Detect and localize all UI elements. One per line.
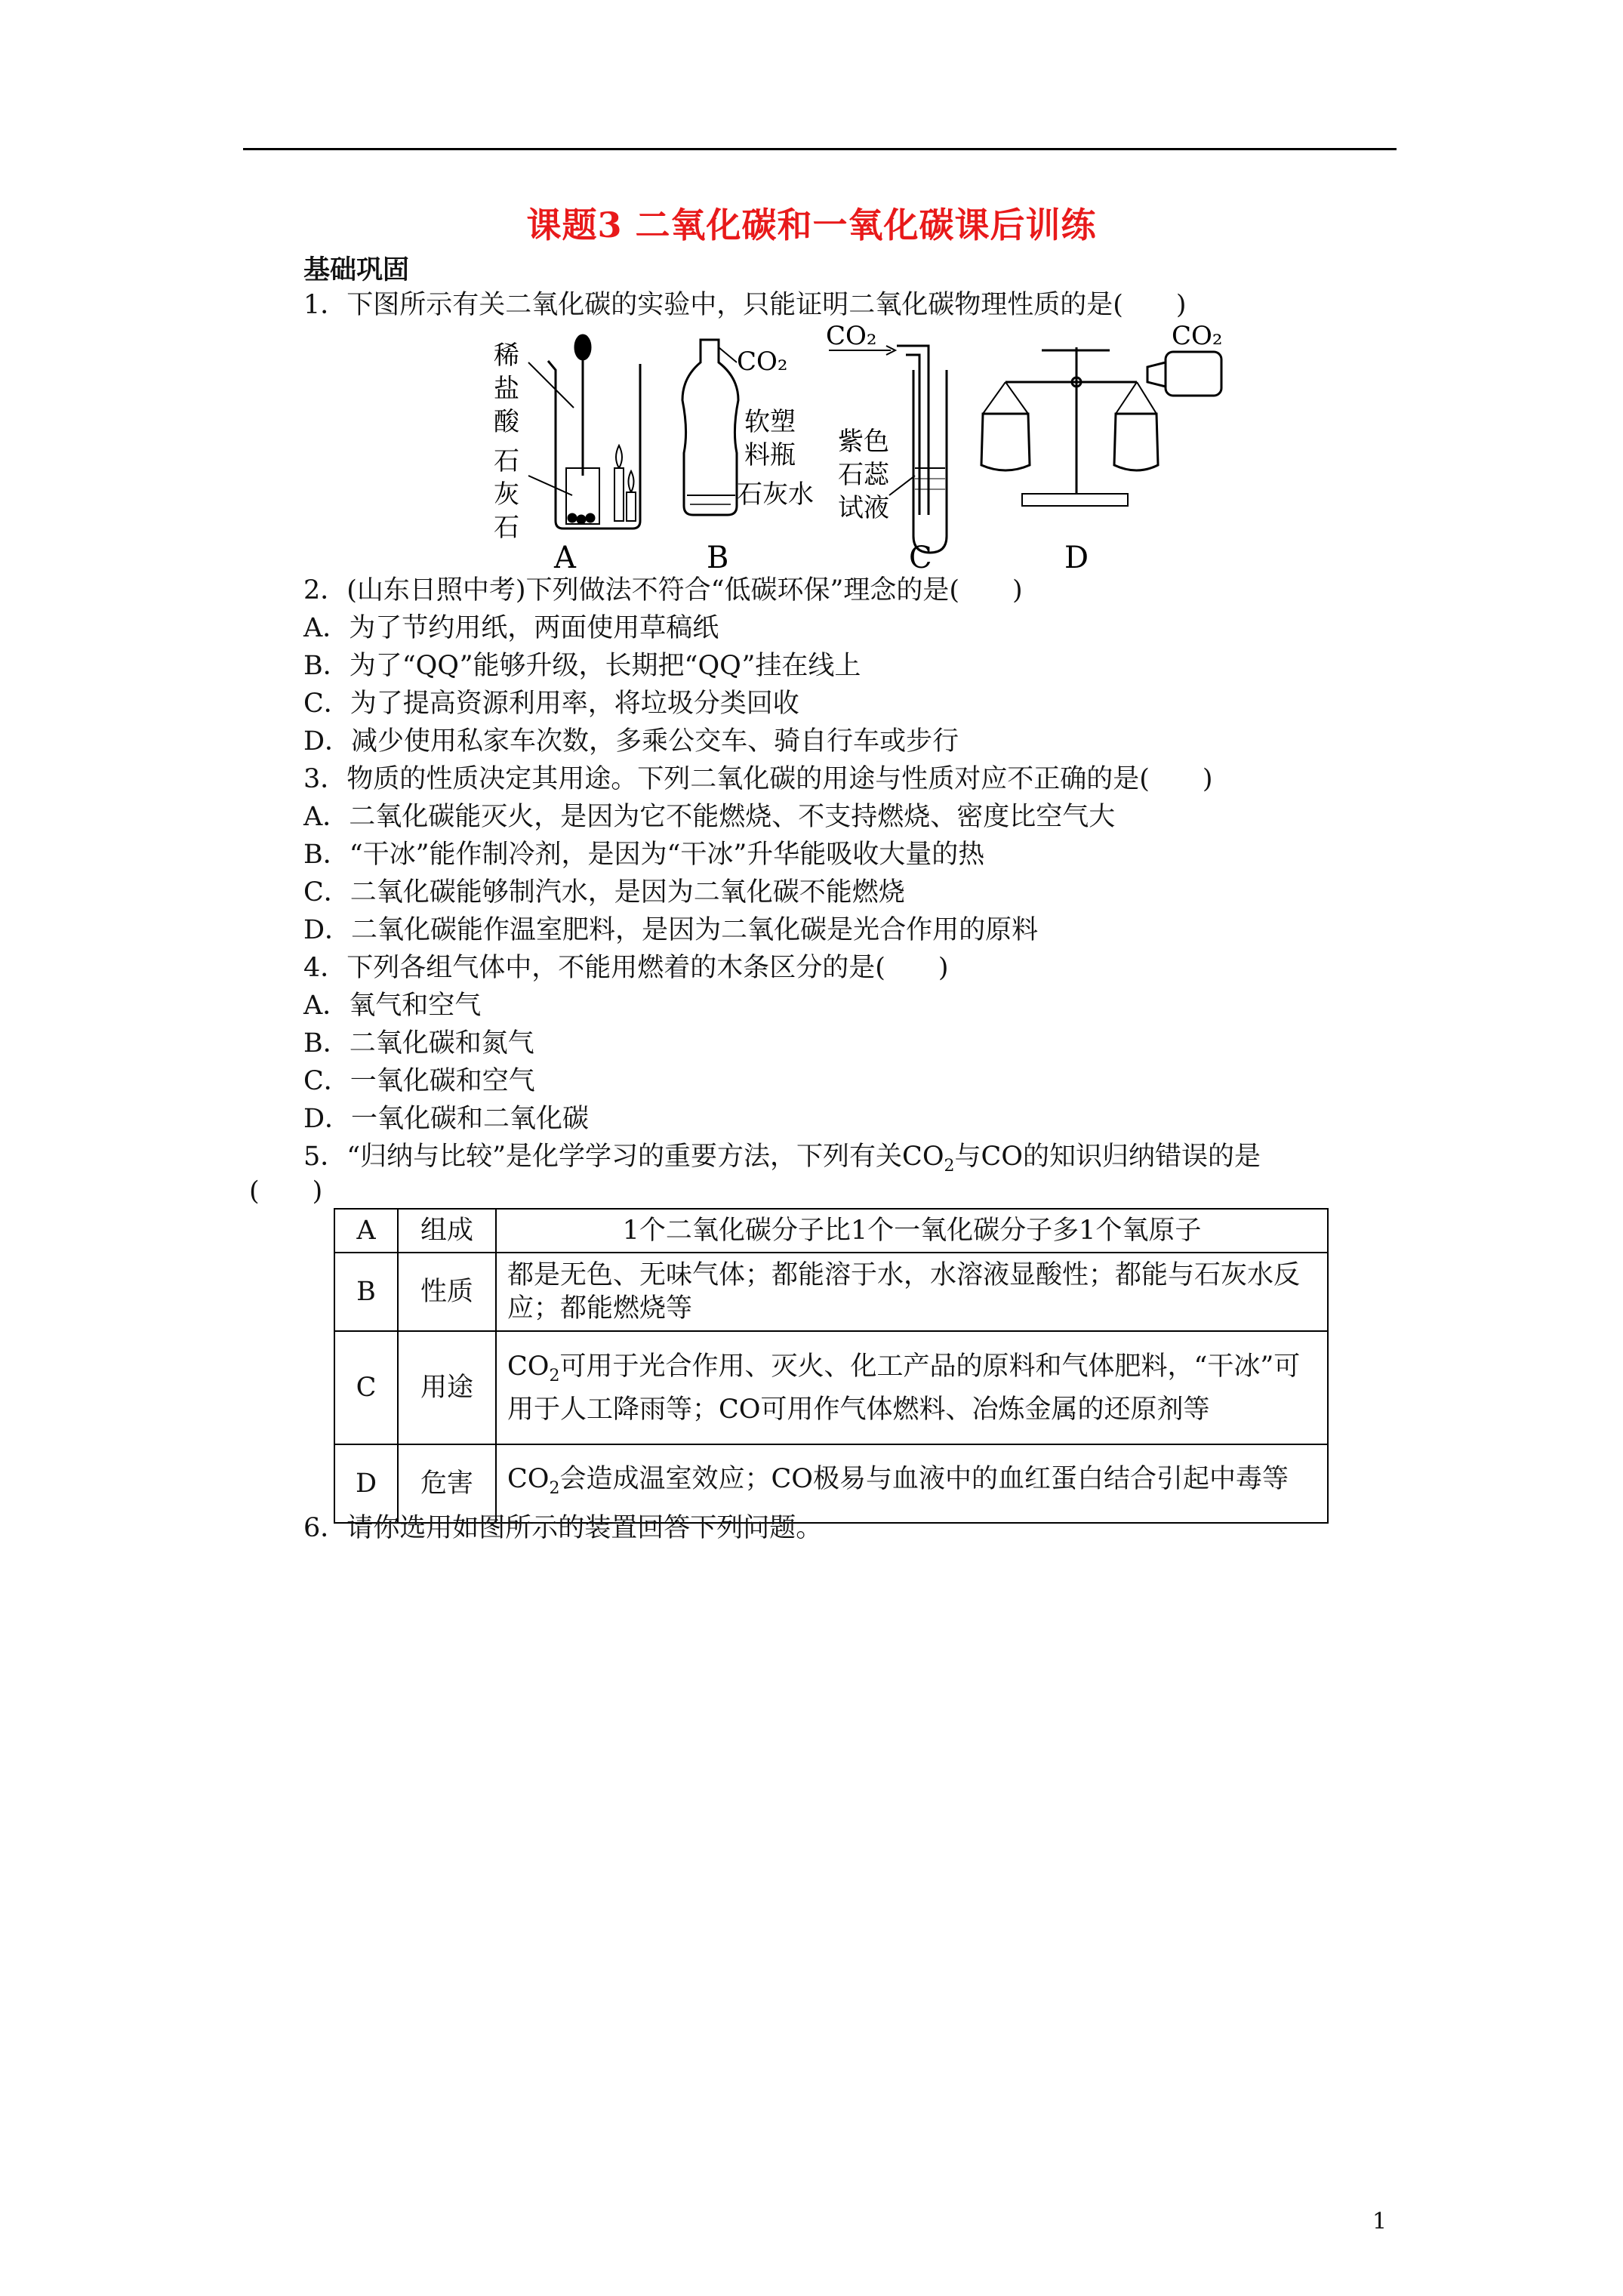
question-5-stem-pre: 5．“归纳与比较”是化学学习的重要方法，下列有关CO (303, 1142, 944, 1172)
question-2-option-a: A．为了节约用纸，两面使用草稿纸 (303, 613, 719, 643)
label-c-1: 紫色 (838, 427, 889, 457)
label-b-3: 石灰水 (737, 479, 814, 510)
question-2-option-b: B．为了“QQ”能够升级，长期把“QQ”挂在线上 (303, 651, 861, 681)
row-text-body: 可用于光合作用、灭火、化工产品的原料和气体肥料，“干冰”可用于人工降雨等；CO可用作气体燃料、冶炼金属的还原剂等 (507, 1351, 1301, 1425)
question-5-blank: ( ) (249, 1176, 323, 1207)
label-a-6: 石 (494, 513, 519, 543)
label-c-3: 试液 (838, 493, 889, 523)
row-text-body: 会造成温室效应；CO极易与血液中的血红蛋白结合引起中毒等 (559, 1463, 1289, 1494)
table-row (334, 1209, 1328, 1253)
row-key: D (334, 1444, 398, 1523)
question-2-option-c: C．为了提高资源利用率，将垃圾分类回收 (303, 689, 799, 719)
apparatus-a (494, 335, 640, 574)
row-text-sub: 2 (549, 1366, 560, 1385)
question-4: 4．下列各组气体中，不能用燃着的木条区分的是( ) (303, 953, 949, 983)
question-5-stem-sub: 2 (944, 1157, 955, 1176)
label-b-1: 软塑 (744, 407, 796, 437)
table-row (334, 1253, 1328, 1331)
label-a-5: 灰 (494, 479, 519, 510)
question-3: 3．物质的性质决定其用途。下列二氧化碳的用途与性质对应不正确的是( ) (303, 764, 1213, 794)
apparatus-c (826, 321, 947, 574)
question-6: 6．请你选用如图所示的装置回答下列问题。 (303, 1513, 823, 1543)
row-label: 性质 (398, 1253, 496, 1331)
label-a-1: 稀 (494, 341, 519, 371)
label-letter-d: D (1064, 541, 1089, 574)
question-5 (303, 1140, 1261, 1183)
question-2-option-d: D．减少使用私家车次数，多乘公交车、骑自行车或步行 (303, 726, 959, 757)
question-4-option-c: C．一氧化碳和空气 (303, 1066, 535, 1096)
question-4-option-b: B．二氧化碳和氮气 (303, 1028, 534, 1059)
apparatus-b (682, 340, 814, 574)
label-letter-a: A (554, 541, 576, 574)
row-text: 1个二氧化碳分子比1个一氧化碳分子多1个氧原子 (496, 1209, 1328, 1253)
question-3-option-b: B．“干冰”能作制冷剂，是因为“干冰”升华能吸收大量的热 (303, 840, 985, 870)
comparison-table (334, 1208, 1329, 1524)
row-text-pre: CO (507, 1463, 550, 1494)
label-b-co2: CO₂ (737, 347, 788, 377)
row-label: 组成 (398, 1209, 496, 1253)
label-a-2: 盐 (494, 374, 519, 404)
row-text-pre: CO (507, 1351, 550, 1382)
row-key: B (334, 1253, 398, 1331)
label-letter-c: C (909, 541, 932, 574)
page-title: 课题3 二氧化碳和一氧化碳课后训练 (526, 205, 1097, 245)
question-1: 1．下图所示有关二氧化碳的实验中，只能证明二氧化碳物理性质的是( ) (303, 290, 1187, 320)
question-5-stem-post: 与CO的知识归纳错误的是 (954, 1142, 1261, 1172)
row-text-sub: 2 (549, 1478, 560, 1498)
row-text (496, 1331, 1328, 1444)
question-2: 2．(山东日照中考)下列做法不符合“低碳环保”理念的是( ) (303, 575, 1023, 606)
table-row (334, 1331, 1328, 1444)
header-rule (243, 148, 1397, 150)
apparatus-d (981, 321, 1223, 574)
row-text: 都是无色、无味气体；都能溶于水，水溶液显酸性；都能与石灰水反应；都能燃烧等 (496, 1253, 1328, 1331)
question-4-option-d: D．一氧化碳和二氧化碳 (303, 1104, 590, 1134)
label-b-2: 料瓶 (744, 440, 796, 470)
label-a-4: 石 (494, 446, 519, 476)
row-label: 用途 (398, 1331, 496, 1444)
question-3-option-c: C．二氧化碳能够制汽水，是因为二氧化碳不能燃烧 (303, 877, 905, 908)
section-heading: 基础巩固 (303, 254, 410, 285)
label-d-co2: CO₂ (1172, 321, 1223, 351)
row-key: A (334, 1209, 398, 1253)
question-3-option-a: A．二氧化碳能灭火，是因为它不能燃烧、不支持燃烧、密度比空气大 (303, 802, 1116, 832)
label-c-co2: CO₂ (826, 321, 877, 351)
label-a-3: 酸 (494, 407, 519, 437)
page-number: 1 (1372, 2208, 1387, 2235)
experiment-figure (483, 317, 1223, 574)
row-label: 危害 (398, 1444, 496, 1523)
question-4-option-a: A．氧气和空气 (303, 991, 482, 1021)
label-letter-b: B (707, 541, 729, 574)
row-key: C (334, 1331, 398, 1444)
question-3-option-d: D．二氧化碳能作温室肥料，是因为二氧化碳是光合作用的原料 (303, 915, 1039, 945)
label-c-2: 石蕊 (838, 460, 889, 490)
